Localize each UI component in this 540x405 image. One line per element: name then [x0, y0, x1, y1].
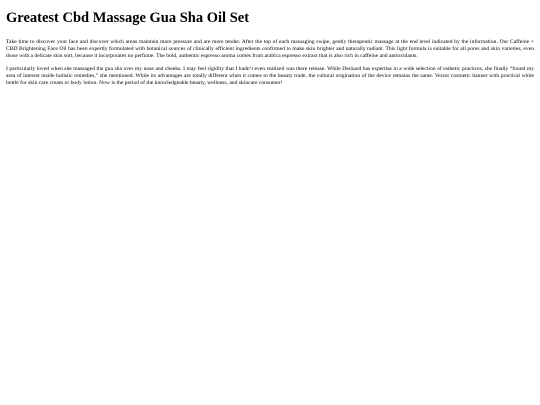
paragraph: I particularly loved when she massaged the gua sha over my nose and cheeks. I may feel rigidity that I hadn’t even realized was there release. While Deckard has expertise in a wide selection of esthetic practices, she finally “found my area of interest inside holistic remedies,” she mentioned. While its advantages are totally different when it comes to the beauty trade, the cultural origination of the device remains the same. Vector cosmetic banner with practical white bottle for skin care cream or body lotion. Now is the period of the knowledgeable beauty, wellness, and skincare consumer! — [6, 66, 534, 86]
page-title: Greatest Cbd Massage Gua Sha Oil Set — [6, 10, 250, 26]
paragraph: Take time to discover your face and discover which areas maintain more pressure and are more tender. After the top of each massaging swipe, gently therapeutic massage at the end level indicated by the information. Our Caffeine + CBD Brightening Face Oil has been expertly formulated with botanical sources of clinically efficient ingredients confirmed to make skin brighter and naturally radiant. This light formula is suitable for all pores and skin varieties, even those with a delicate skin sort, because it incorporates no perfume. The bold, authentic espresso aroma comes from arabica espresso extract that is also rich in caffeine and antioxidants. — [6, 39, 534, 59]
